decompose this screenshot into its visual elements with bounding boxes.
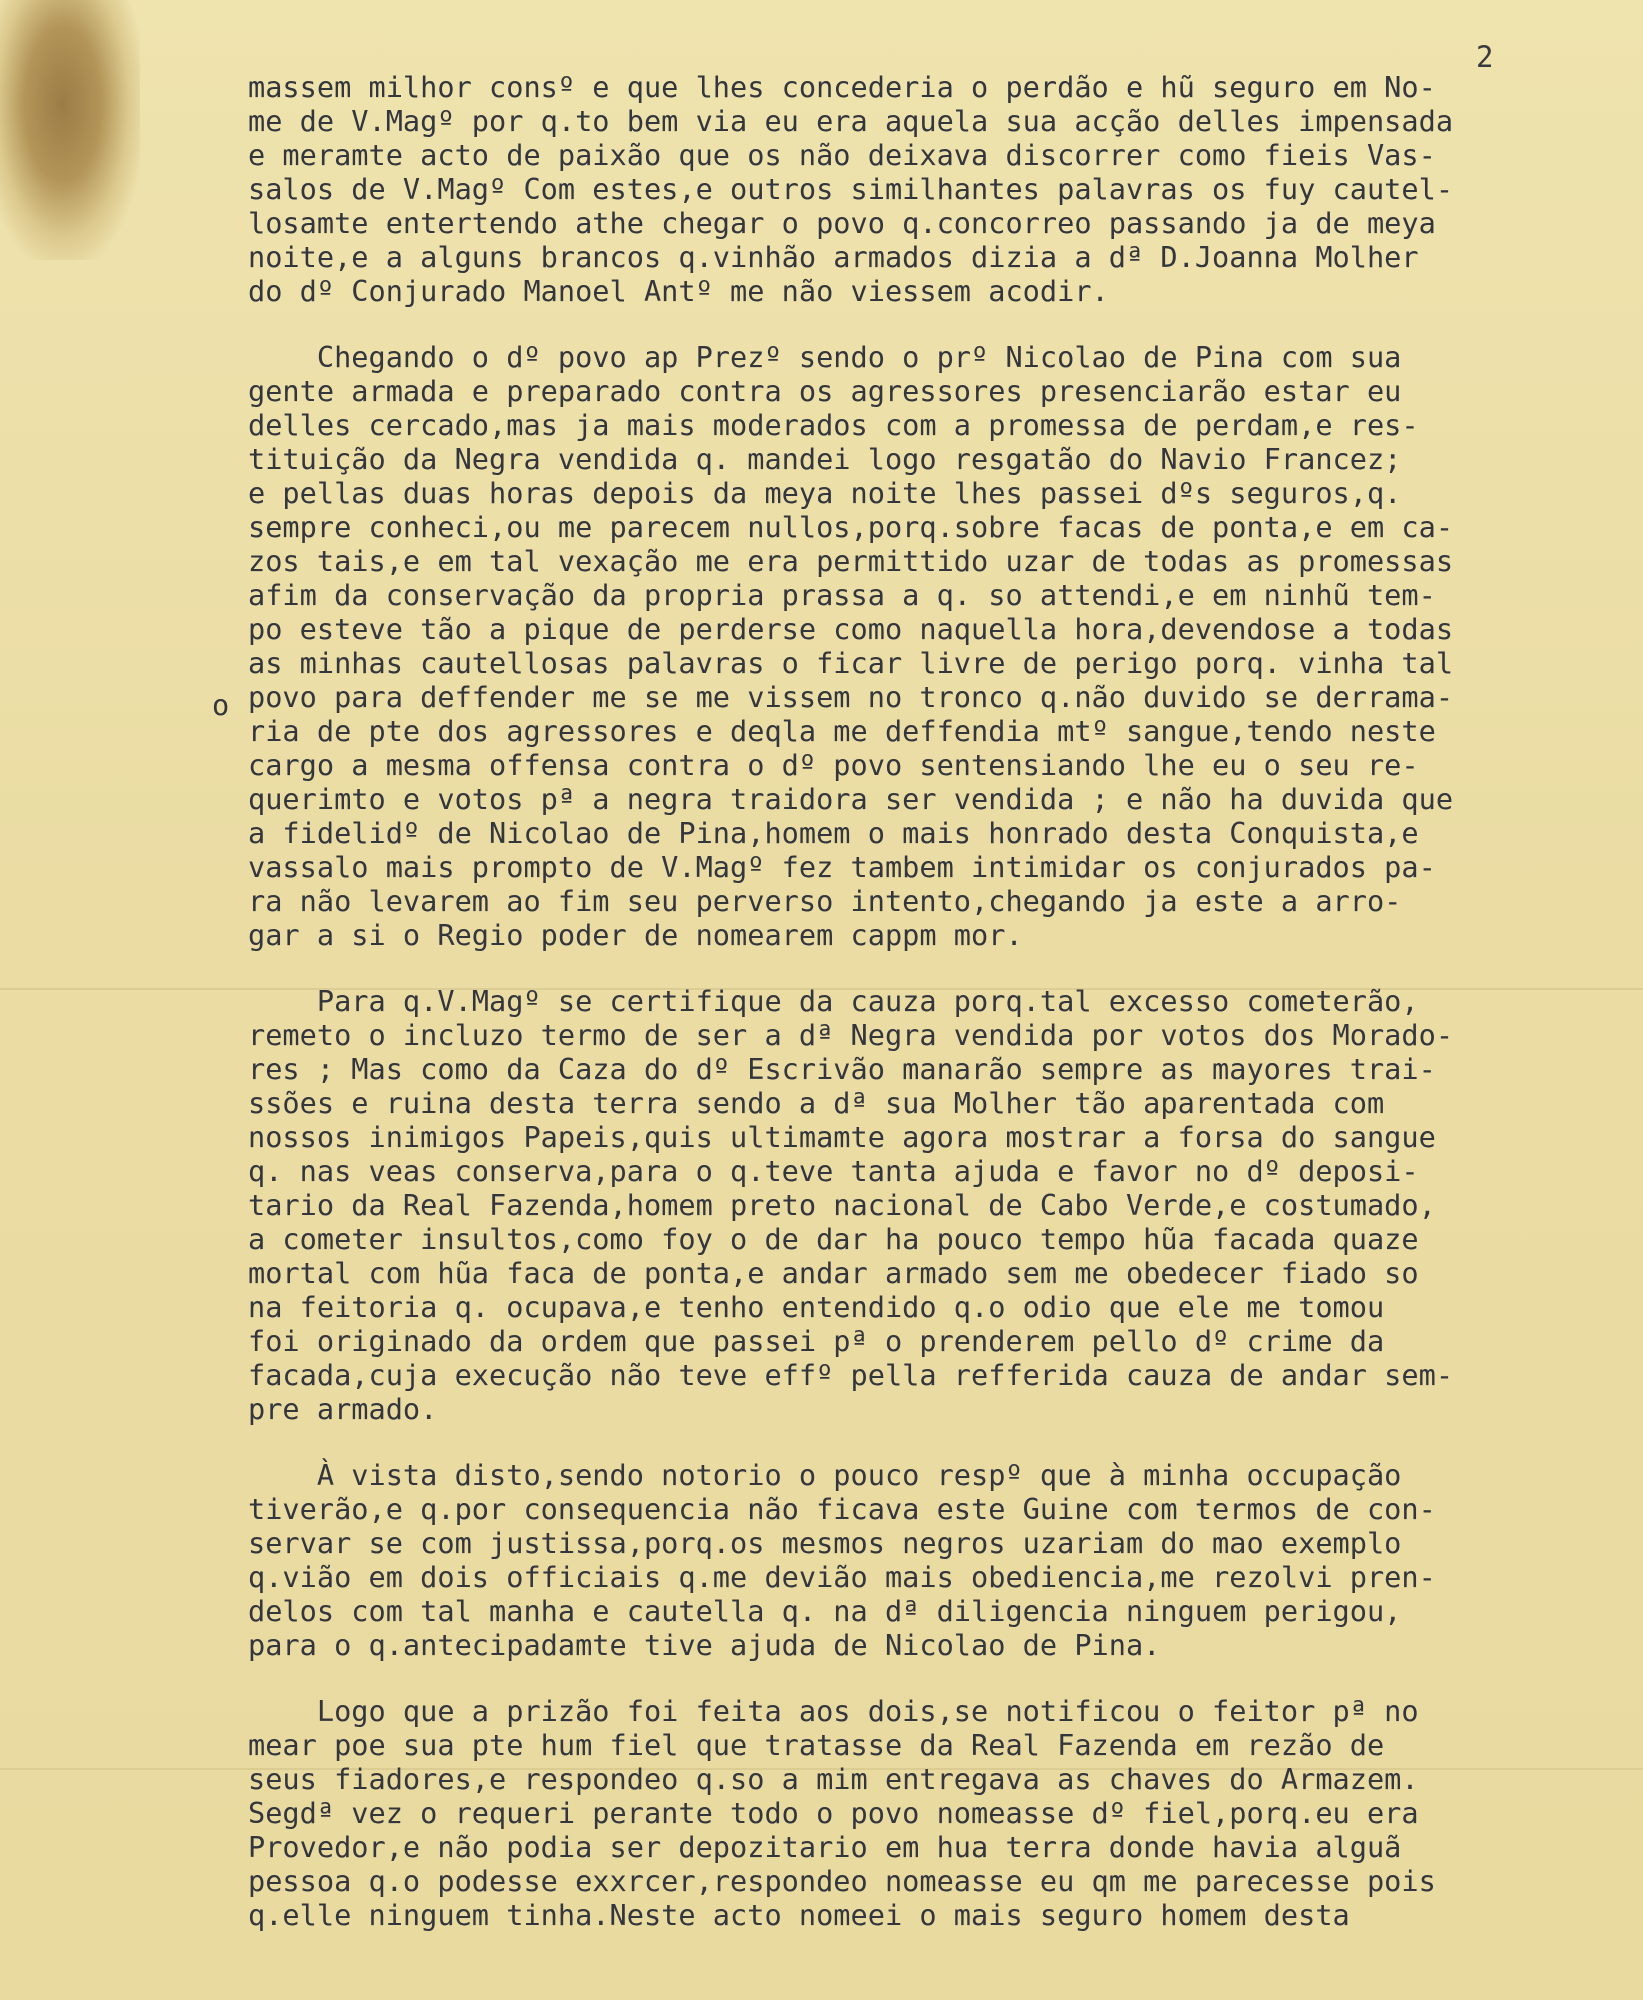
- text-line: noite,e a alguns brancos q.vinhão armados dizia a dª D.Joanna Molher: [248, 240, 1419, 274]
- text-line: mear poe sua pte hum fiel que tratasse da Real Fazenda em rezão de: [248, 1728, 1385, 1762]
- text-line: delles cercado,mas ja mais moderados com a promessa de perdam,e res-: [248, 408, 1419, 442]
- text-line: povo para deffender me se me vissem no tronco q.não duvido se derrama-: [248, 680, 1454, 714]
- text-line: me de V.Magº por q.to bem via eu era aquela sua acção delles impensada: [248, 104, 1454, 138]
- text-line: para o q.antecipadamte tive ajuda de Nicolao de Pina.: [248, 1628, 1161, 1662]
- text-line: servar se com justissa,porq.os mesmos negros uzariam do mao exemplo: [248, 1526, 1402, 1560]
- text-line: vassalo mais prompto de V.Magº fez tambem intimidar os conjurados pa-: [248, 850, 1436, 884]
- text-line: delos com tal manha e cautella q. na dª diligencia ninguem perigou,: [248, 1594, 1402, 1628]
- text-line: foi originado da ordem que passei pª o prenderem pello dº crime da: [248, 1324, 1385, 1358]
- text-line: do dº Conjurado Manoel Antº me não viessem acodir.: [248, 274, 1109, 308]
- text-line: cargo a mesma offensa contra o dº povo sentensiando lhe eu o seu re-: [248, 748, 1419, 782]
- paragraph: [248, 984, 1638, 1426]
- text-line: massem milhor consº e que lhes concederia o perdão e hũ seguro em No-: [248, 70, 1436, 104]
- text-line: e meramte acto de paixão que os não deixava discorrer como fieis Vas-: [248, 138, 1436, 172]
- text-line: mortal com hũa faca de ponta,e andar armado sem me obedecer fiado so: [248, 1256, 1419, 1290]
- text-line: tiverão,e q.por consequencia não ficava este Guine com termos de con-: [248, 1492, 1436, 1526]
- text-line: À vista disto,sendo notorio o pouco respº que à minha occupação: [248, 1458, 1402, 1492]
- text-line: losamte entertendo athe chegar o povo q.concorreo passando ja de meya: [248, 206, 1436, 240]
- text-line: ria de pte dos agressores e deqla me deffendia mtº sangue,tendo neste: [248, 714, 1436, 748]
- water-stain: [0, 0, 140, 260]
- text-line: pessoa q.o podesse exxrcer,respondeo nomeasse eu qm me parecesse pois: [248, 1864, 1436, 1898]
- text-line: e pellas duas horas depois da meya noite lhes passei dºs seguros,q.: [248, 476, 1402, 510]
- text-line: Logo que a prizão foi feita aos dois,se notificou o feitor pª no: [248, 1694, 1419, 1728]
- text-line: Chegando o dº povo ap Prezº sendo o prº Nicolao de Pina com sua: [248, 340, 1402, 374]
- text-line: Segdª vez o requeri perante todo o povo nomeasse dº fiel,porq.eu era: [248, 1796, 1419, 1830]
- text-line: q.elle ninguem tinha.Neste acto nomeei o mais seguro homem desta: [248, 1898, 1350, 1932]
- text-line: q.vião em dois officiais q.me devião mais obediencia,me rezolvi pren-: [248, 1560, 1436, 1594]
- text-line: nossos inimigos Papeis,quis ultimamte agora mostrar a forsa do sangue: [248, 1120, 1436, 1154]
- text-line: Provedor,e não podia ser depozitario em hua terra donde havia alguã: [248, 1830, 1402, 1864]
- text-line: afim da conservação da propria prassa a q. so attendi,e em ninhũ tem-: [248, 578, 1436, 612]
- text-line: ssões e ruina desta terra sendo a dª sua Molher tão aparentada com: [248, 1086, 1385, 1120]
- text-line: gar a si o Regio poder de nomearem cappm mor.: [248, 918, 1023, 952]
- text-line: tario da Real Fazenda,homem preto nacional de Cabo Verde,e costumado,: [248, 1188, 1436, 1222]
- text-line: q. nas veas conserva,para o q.teve tanta ajuda e favor no dº deposi-: [248, 1154, 1419, 1188]
- text-line: pre armado.: [248, 1392, 438, 1426]
- text-line: as minhas cautellosas palavras o ficar livre de perigo porq. vinha tal: [248, 646, 1454, 680]
- page-number: 2: [1476, 40, 1494, 74]
- paragraph: [248, 70, 1638, 308]
- text-line: gente armada e preparado contra os agressores presenciarão estar eu: [248, 374, 1402, 408]
- text-line: ra não levarem ao fim seu perverso intento,chegando ja este a arro-: [248, 884, 1402, 918]
- paragraph: [248, 340, 1638, 952]
- text-line: seus fiadores,e respondeo q.so a mim entregava as chaves do Armazem.: [248, 1762, 1419, 1796]
- text-line: querimto e votos pª a negra traidora ser vendida ; e não ha duvida que: [248, 782, 1454, 816]
- margin-mark: o: [212, 688, 230, 722]
- paragraph: [248, 1458, 1638, 1662]
- paragraph: [248, 1694, 1638, 1932]
- text-line: tituição da Negra vendida q. mandei logo resgatão do Navio Francez;: [248, 442, 1402, 476]
- text-line: remeto o incluzo termo de ser a dª Negra vendida por votos dos Morado-: [248, 1018, 1454, 1052]
- text-line: sempre conheci,ou me parecem nullos,porq.sobre facas de ponta,e em ca-: [248, 510, 1454, 544]
- text-line: zos tais,e em tal vexação me era permittido uzar de todas as promessas: [248, 544, 1454, 578]
- text-line: Para q.V.Magº se certifique da cauza porq.tal excesso cometerão,: [248, 984, 1419, 1018]
- text-line: facada,cuja execução não teve effº pella refferida cauza de andar sem-: [248, 1358, 1454, 1392]
- text-line: na feitoria q. ocupava,e tenho entendido q.o odio que ele me tomou: [248, 1290, 1385, 1324]
- text-line: a cometer insultos,como foy o de dar ha pouco tempo hũa facada quaze: [248, 1222, 1419, 1256]
- text-line: a fidelidº de Nicolao de Pina,homem o mais honrado desta Conquista,e: [248, 816, 1419, 850]
- text-line: res ; Mas como da Caza do dº Escrivão manarão sempre as mayores trai-: [248, 1052, 1436, 1086]
- text-line: po esteve tão a pique de perderse como naquella hora,devendose a todas: [248, 612, 1454, 646]
- letter-body: [248, 70, 1638, 1964]
- text-line: salos de V.Magº Com estes,e outros similhantes palavras os fuy cautel-: [248, 172, 1454, 206]
